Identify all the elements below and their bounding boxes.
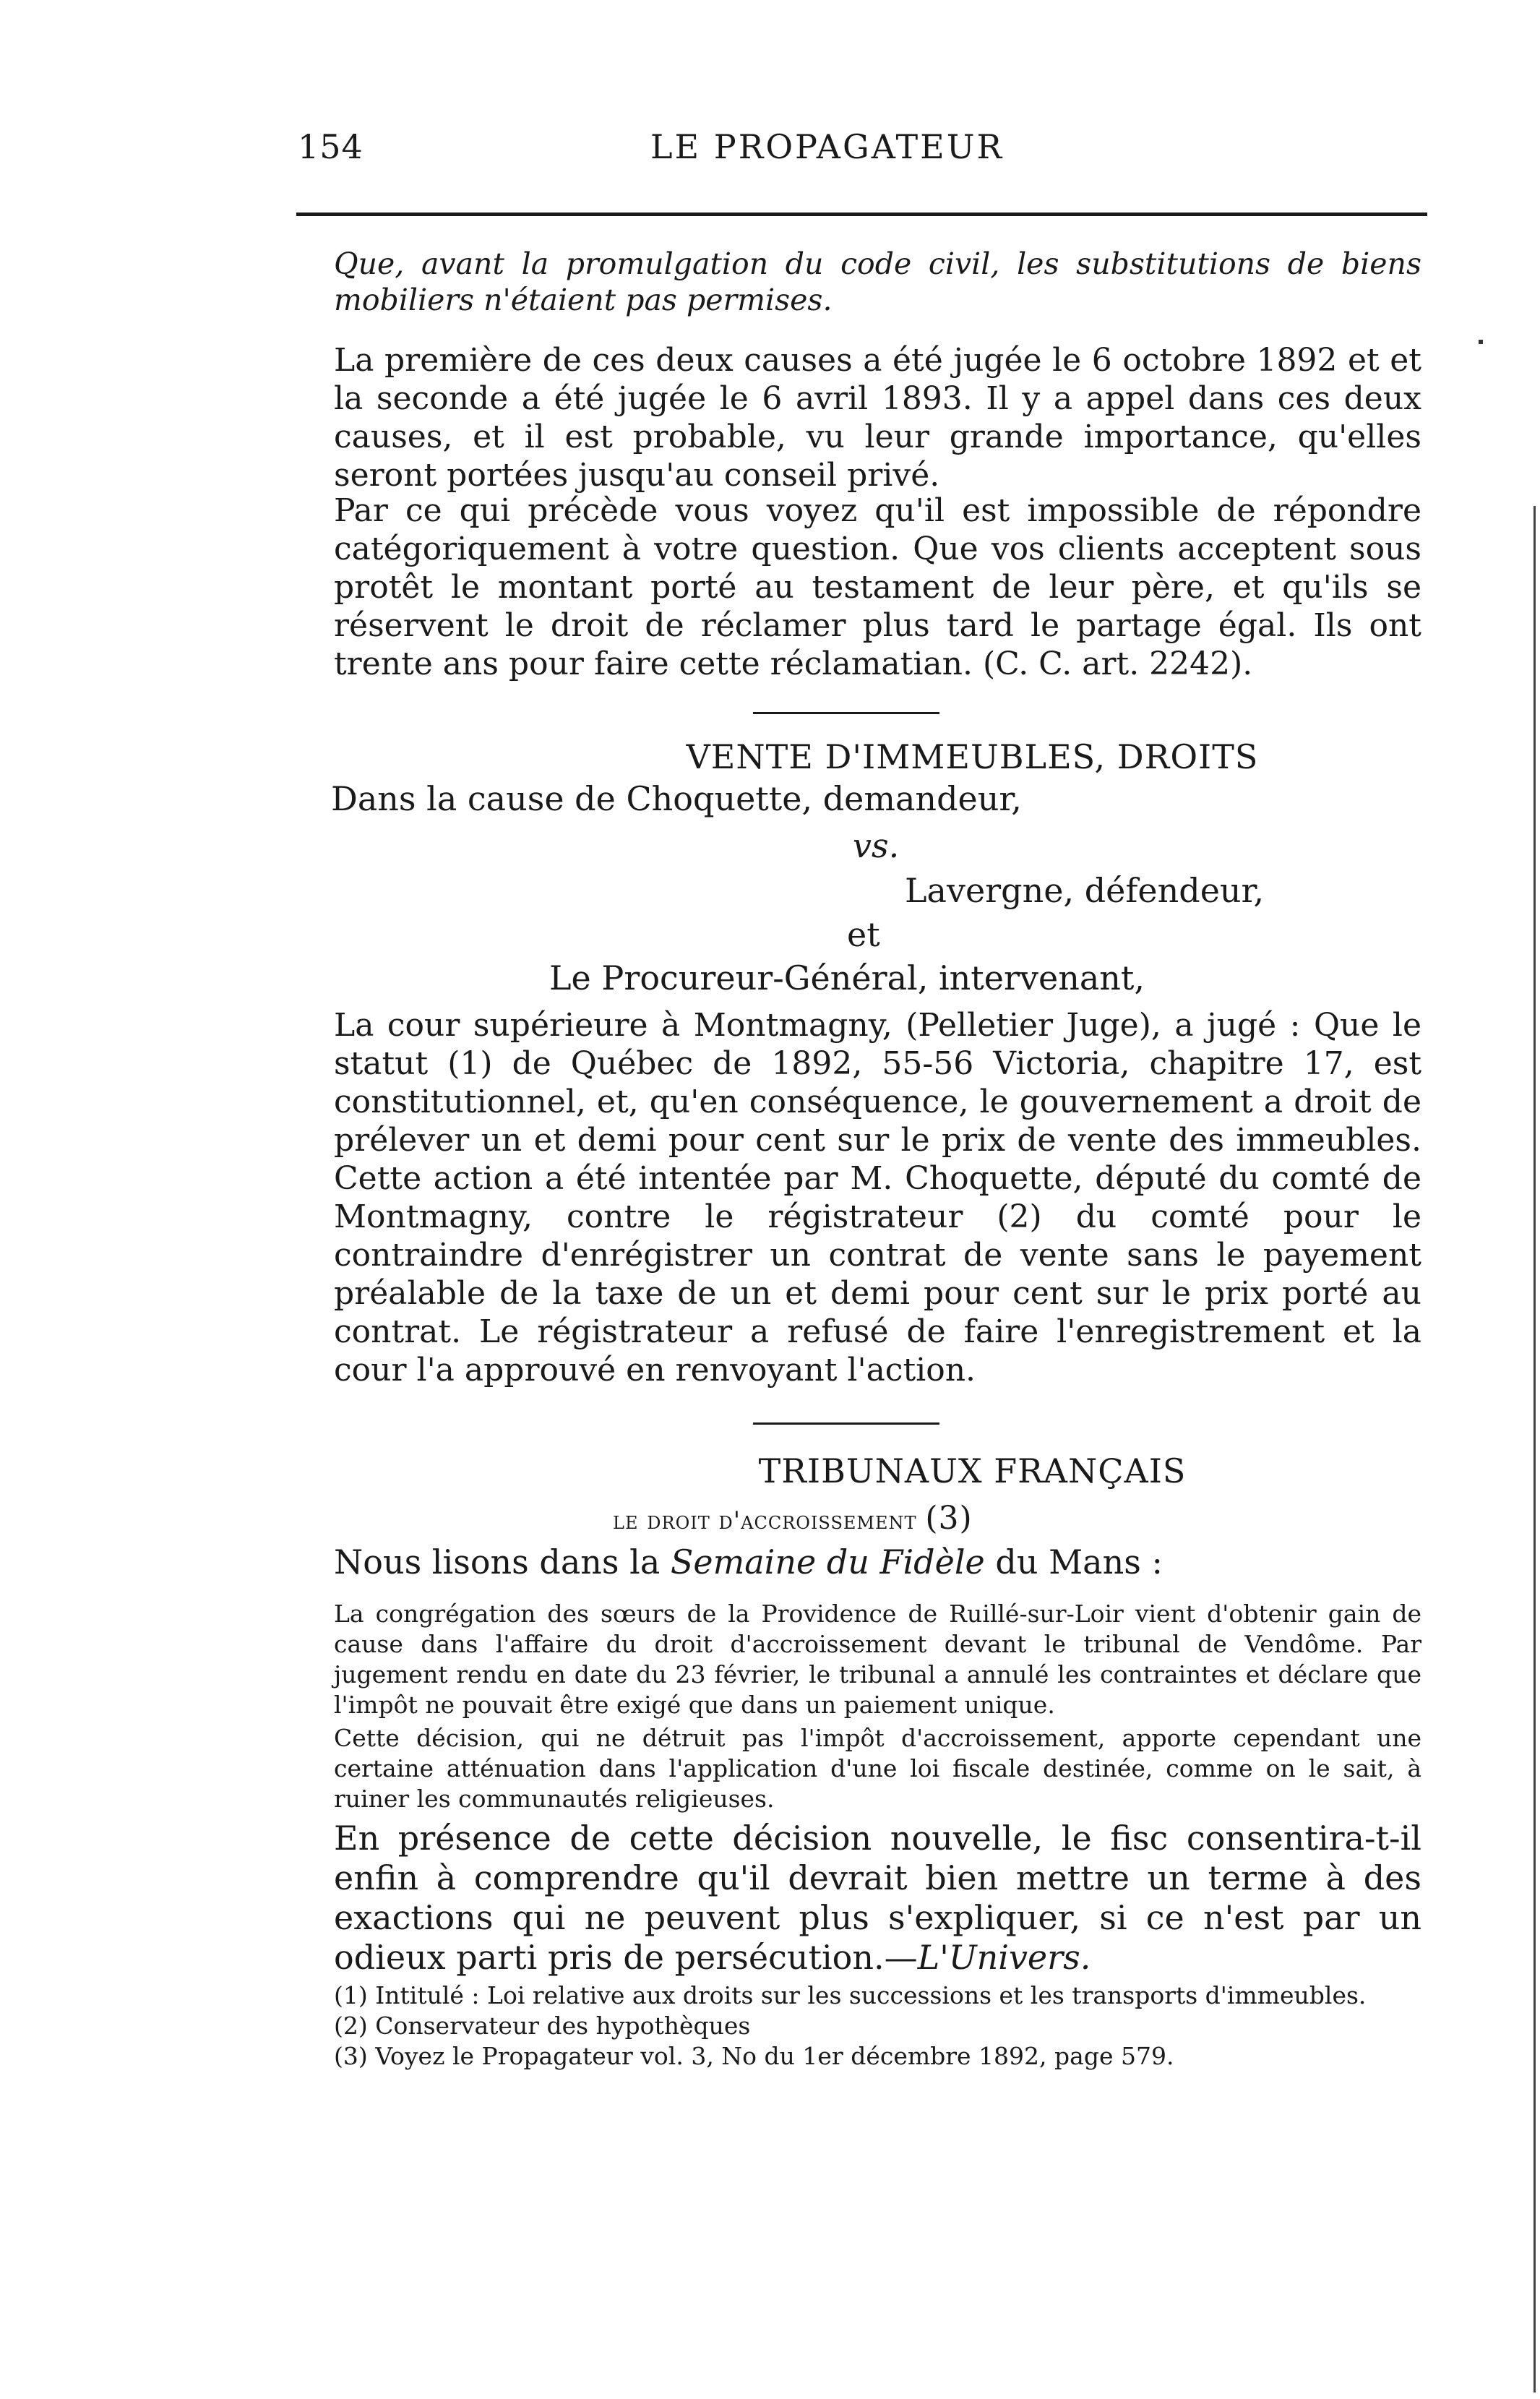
section-title-vente: VENTE D'IMMEUBLES, DROITS	[686, 737, 1259, 776]
intro-text-a: Nous lisons dans la	[334, 1542, 671, 1582]
case-et: et	[847, 915, 880, 954]
running-title: LE PROPAGATEUR	[650, 127, 1005, 166]
quoted-paragraph: La congrégation des sœurs de la Providence de Ruillé-sur-Loir vient d'obtenir gain de cause dans l'affaire du droit d'accroissement devant le tribunal de Vendôme. Par jugement rendu en date du 23 février, le tribunal a annulé les contraintes et déclare que l'impôt ne pouvait être exigé que dans un paiement unique.	[334, 1600, 1421, 1719]
case-intervenor: Le Procureur-Général, intervenant,	[549, 958, 1145, 997]
paragraph-appeal: La première de ces deux causes a été jugée le 6 octobre 1892 et et la seconde a été jugée le 6 avril 1893. Il y a appel dans ces deux causes, et il est probable, vu leur grande importance, qu'elles seront portées jusqu'au conseil privé.	[334, 342, 1421, 494]
closing-source: L'Univers.	[917, 1938, 1091, 1977]
italic-paragraph: Que, avant la promulgation du code civil, les substitutions de biens mobiliers n'étaient pas permises.	[334, 246, 1421, 317]
paragraph-closing	[334, 1819, 1421, 1978]
subtitle-footnote-ref: (3)	[925, 1500, 973, 1537]
section-divider	[753, 1422, 939, 1425]
intro-source: Semaine du Fidèle	[670, 1542, 985, 1582]
section-subtitle	[613, 1500, 973, 1537]
header-rule	[296, 213, 1427, 216]
footnote-3: (3) Voyez le Propagateur vol. 3, No du 1er décembre 1892, page 579.	[334, 2042, 1174, 2070]
closing-text: En présence de cette décision nouvelle, le fisc consentira-t-il enfin à comprendre qu'il devrait bien mettre un terme à des exactions qui ne peuvent plus s'expliquer, si ce n'est par un odieux parti pris de persécution.—	[334, 1819, 1421, 1977]
footnote-1: (1) Intitulé : Loi relative aux droits sur les successions et les transports d'immeubles.	[334, 1981, 1367, 2009]
margin-mark	[1479, 340, 1483, 344]
subtitle-text: le droit d'accroissement	[613, 1506, 917, 1535]
case-vs: vs.	[853, 826, 900, 865]
quoted-paragraph: Cette décision, qui ne détruit pas l'impôt d'accroissement, apporte cependant une certaine atténuation dans l'application d'une loi fiscale destinée, comme on le sait, à ruiner les communautés religieuses.	[334, 1724, 1421, 1813]
paragraph-advice: Par ce qui précède vous voyez qu'il est impossible de répondre catégoriquement à votre question. Que vos clients acceptent sous protêt le montant porté au testament de leur père, et qu'ils se réservent le droit de réclamer plus tard le partage égal. Ils ont trente ans pour faire cette réclamatian. (C. C. art. 2242).	[334, 492, 1421, 682]
section-title-tribunaux: TRIBUNAUX FRANÇAIS	[758, 1451, 1187, 1490]
paragraph-judgment: La cour supérieure à Montmagny, (Pelletier Juge), a jugé : Que le statut (1) de Québec de 1892, 55-56 Victoria, chapitre 17, est constitutionnel, et, qu'en conséquence, le gouvernement a droit de prélever un et demi pour cent sur le prix de vente des immeubles. Cette action a été intentée par M. Choquette, député du comté de Montmagny, contre le régistrateur (2) du comté pour le contraindre d'enrégistrer un contrat de vente sans le payement préalable de la taxe de un et demi pour cent sur le prix porté au contrat. Le régistrateur a refusé de faire l'enregistrement et la cour l'a approuvé en renvoyant l'action.	[334, 1007, 1421, 1389]
paragraph-intro	[334, 1543, 1421, 1582]
intro-text-b: du Mans :	[984, 1542, 1163, 1582]
footnote-2: (2) Conservateur des hypothèques	[334, 2012, 751, 2040]
margin-rule	[1533, 506, 1536, 2392]
case-defendant: Lavergne, défendeur,	[905, 871, 1265, 910]
page-number: 154	[298, 127, 364, 166]
footnotes	[334, 1980, 1421, 2072]
case-plaintiff: Dans la cause de Choquette, demandeur,	[331, 779, 1022, 818]
section-divider	[753, 712, 939, 714]
